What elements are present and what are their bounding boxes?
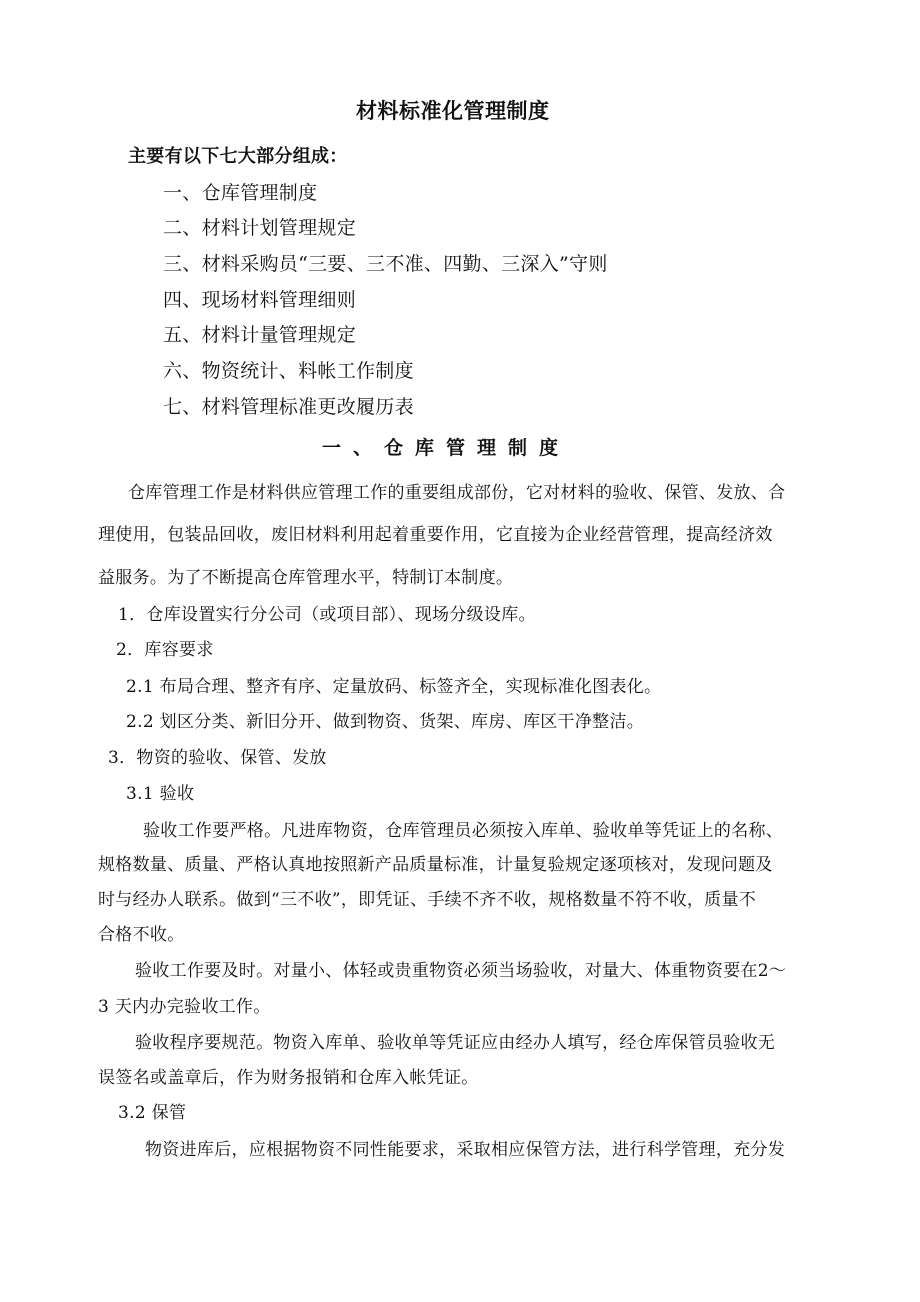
clause-2: 2．库容要求 xyxy=(116,640,214,660)
paragraph-line: 时与经办人联系。做到“三不收”，即凭证、手续不齐不收，规格数量不符不收，质量不 xyxy=(98,890,757,910)
toc-item: 三、材料采购员“三要、三不准、四勤、三深入”守则 xyxy=(163,253,608,275)
toc-item: 六、物资统计、料帐工作制度 xyxy=(163,360,414,382)
paragraph-line: 误签名或盖章后，作为财务报销和仓库入帐凭证。 xyxy=(98,1068,479,1088)
clause-3-1: 3.1 验收 xyxy=(126,784,195,804)
paragraph-line: 合格不收。 xyxy=(98,925,185,945)
toc-item: 五、材料计量管理规定 xyxy=(163,324,357,346)
toc-intro: 主要有以下七大部分组成： xyxy=(128,146,348,167)
document-title: 材料标准化管理制度 xyxy=(356,98,550,123)
paragraph-line: 验收程序要规范。物资入库单、验收单等凭证应由经办人填写，经仓库保管员验收无 xyxy=(135,1033,776,1053)
paragraph-line: 3 天内办完验收工作。 xyxy=(98,997,271,1017)
paragraph-line: 规格数量、质量、严格认真地按照新产品质量标准，计量复验规定逐项核对，发现问题及 xyxy=(98,855,773,875)
toc-item: 一、仓库管理制度 xyxy=(163,182,318,204)
paragraph-line: 理使用，包装品回收，废旧材料利用起着重要作用，它直接为企业经营管理，提高经济效 xyxy=(98,525,773,545)
section-heading: 一、仓库管理制度 xyxy=(322,437,571,459)
paragraph-line: 仓库管理工作是材料供应管理工作的重要组成部份，它对材料的验收、保管、发放、合 xyxy=(128,483,786,503)
toc-item: 七、材料管理标准更改履历表 xyxy=(163,396,414,418)
clause-1: 1．仓库设置实行分公司（或项目部）、现场分级设库。 xyxy=(118,605,536,625)
paragraph-line: 物资进库后，应根据物资不同性能要求，采取相应保管方法，进行科学管理，充分发 xyxy=(145,1140,786,1160)
paragraph-line: 益服务。为了不断提高仓库管理水平，特制订本制度。 xyxy=(98,568,514,588)
clause-3-2: 3.2 保管 xyxy=(118,1103,187,1123)
toc-item: 二、材料计划管理规定 xyxy=(163,217,357,239)
paragraph-line: 验收工作要及时。对量小、体轻或贵重物资必须当场验收，对量大、体重物资要在2～ xyxy=(135,961,787,981)
clause-2-2: 2.2 划区分类、新旧分开、做到物资、货架、库房、库区干净整洁。 xyxy=(126,712,645,732)
clause-2-1: 2.1 布局合理、整齐有序、定量放码、标签齐全，实现标准化图表化。 xyxy=(126,677,662,697)
clause-3: 3．物资的验收、保管、发放 xyxy=(108,748,327,768)
toc-item: 四、现场材料管理细则 xyxy=(163,289,357,311)
paragraph-line: 验收工作要严格。凡进库物资，仓库管理员必须按入库单、验收单等凭证上的名称、 xyxy=(143,821,784,841)
